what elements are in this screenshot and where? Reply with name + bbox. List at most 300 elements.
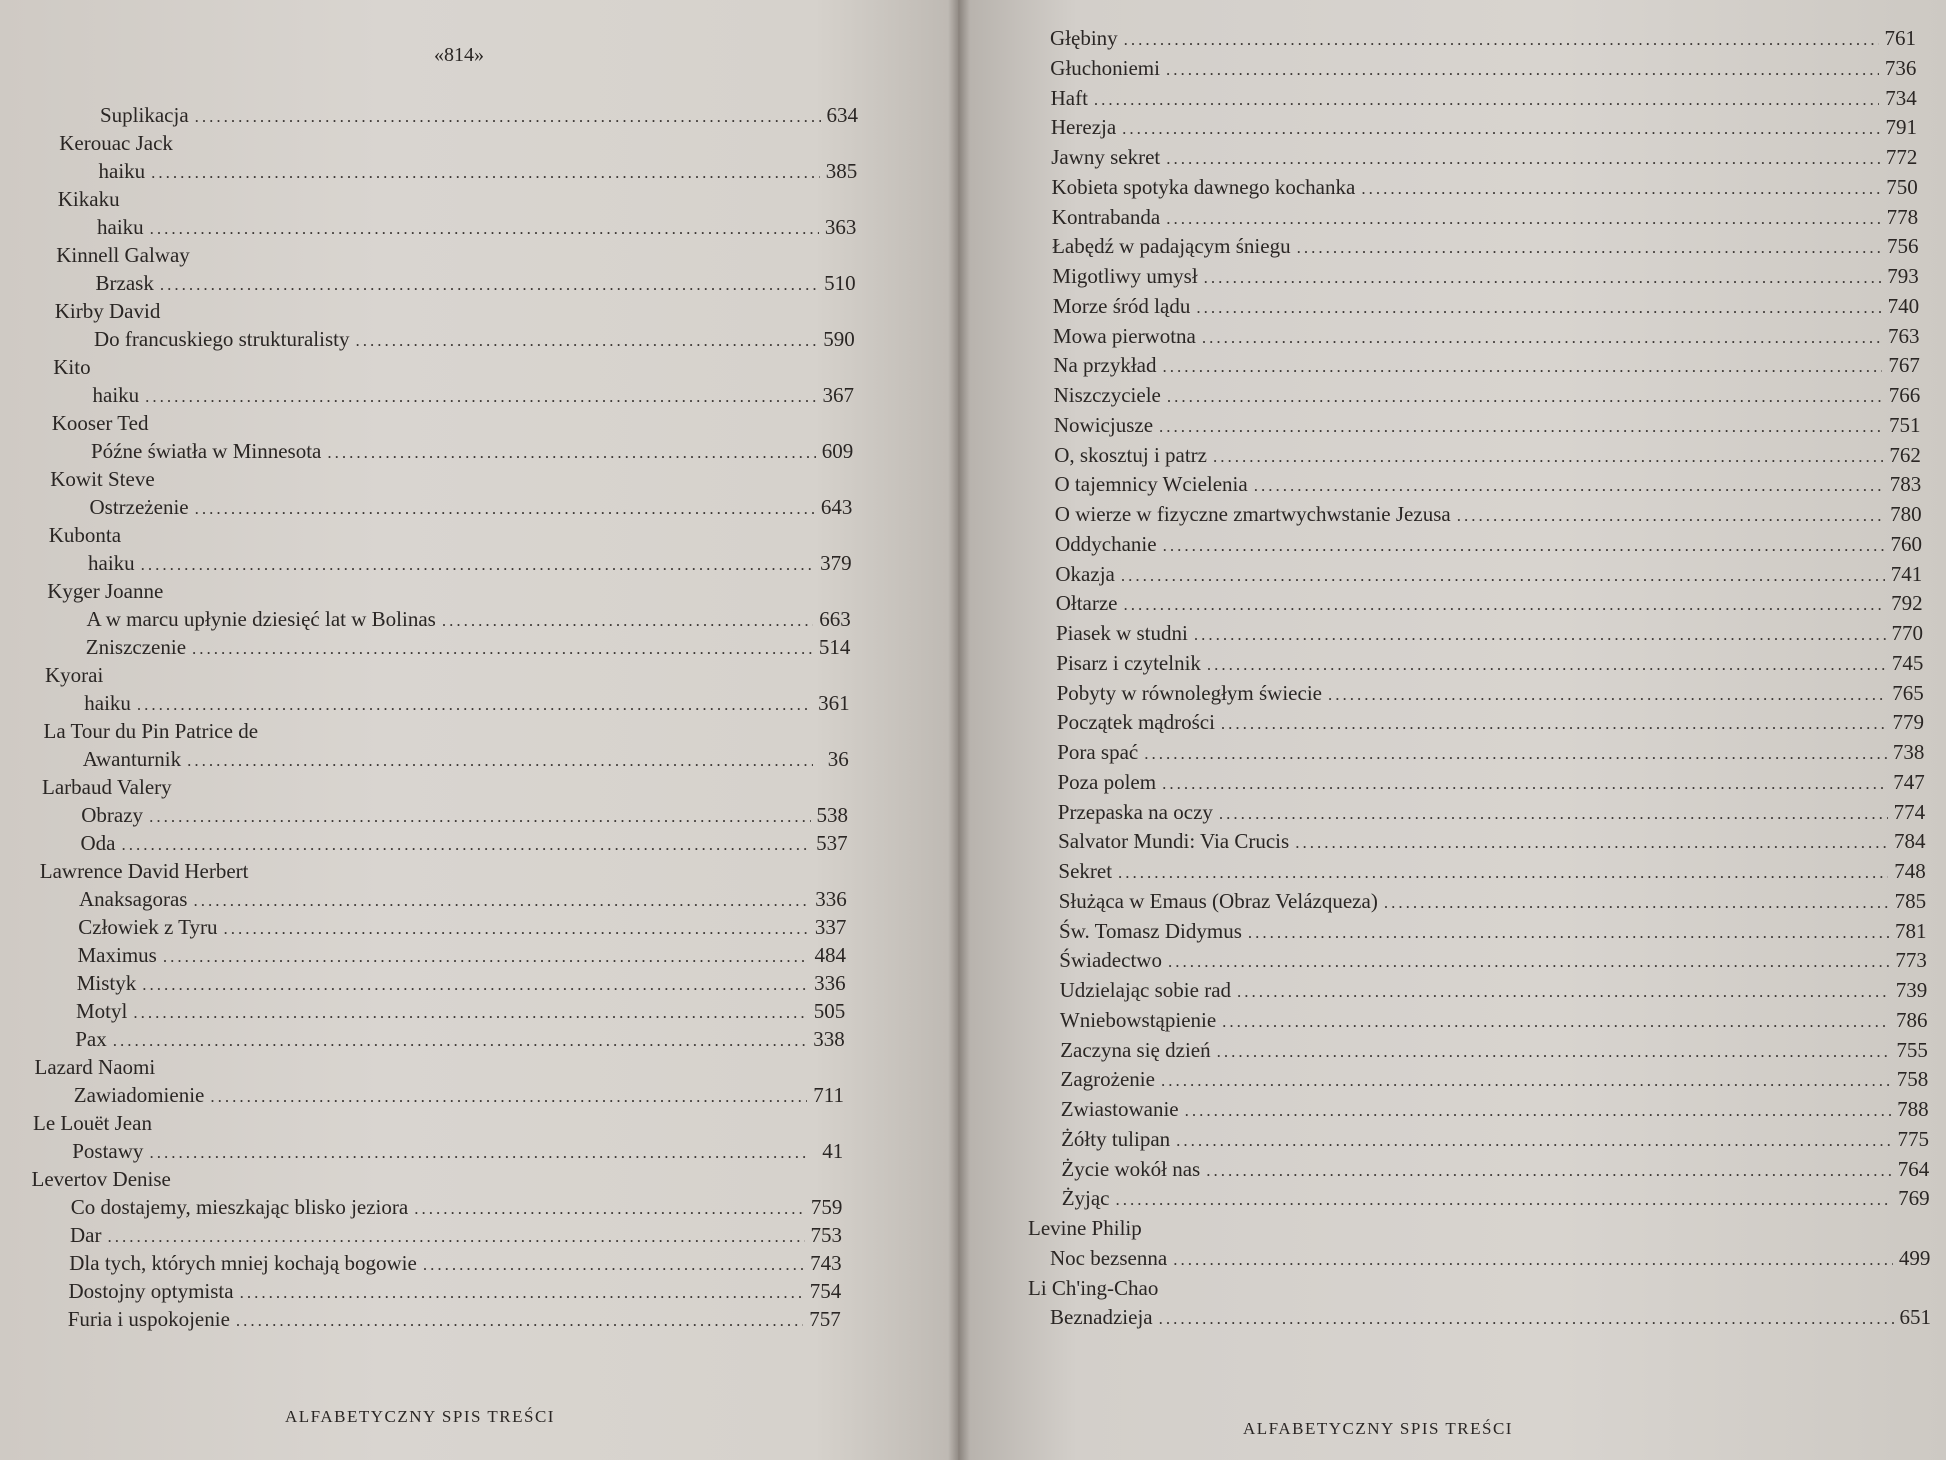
entry-title: Awanturnik xyxy=(82,747,182,771)
entry-title: Dar xyxy=(70,1223,102,1247)
index-entry xyxy=(1051,86,1917,111)
entry-page-number: 643 xyxy=(820,495,853,519)
entry-title: haiku xyxy=(84,691,131,715)
entry-page-number: 785 xyxy=(1894,888,1927,913)
entry-title: Do francuskiego strukturalisty xyxy=(94,327,350,351)
entry-title: Noc bezsenna xyxy=(1050,1245,1168,1270)
entry-title: Ołtarze xyxy=(1055,591,1118,616)
index-entry xyxy=(1056,621,1923,646)
entry-page-number: 760 xyxy=(1890,531,1922,556)
dot-leader xyxy=(1163,536,1885,556)
entry-page-number: 786 xyxy=(1896,1007,1928,1032)
index-entry xyxy=(1054,443,1921,468)
left-index-list xyxy=(0,0,958,1460)
entry-page-number: 747 xyxy=(1893,769,1925,794)
index-author: Kubonta xyxy=(48,523,122,547)
entry-title: Anaksagoras xyxy=(79,887,188,911)
entry-page-number: 739 xyxy=(1895,978,1928,1002)
dot-leader xyxy=(149,1143,807,1163)
index-entry xyxy=(1055,532,1922,557)
dot-leader xyxy=(1124,30,1879,50)
entry-title: Głuchoniemi xyxy=(1050,55,1160,80)
entry-page-number: 538 xyxy=(816,803,848,827)
entry-page-number: 772 xyxy=(1885,145,1918,169)
dot-leader xyxy=(1161,1071,1891,1091)
index-entry xyxy=(1057,710,1924,735)
entry-page-number: 755 xyxy=(1896,1037,1928,1062)
dot-leader xyxy=(163,947,809,967)
entry-page-number: 738 xyxy=(1892,740,1925,764)
dot-leader xyxy=(414,1199,805,1219)
index-entry xyxy=(81,803,848,828)
entry-title: Haft xyxy=(1050,85,1088,110)
dot-leader xyxy=(1196,298,1881,318)
dot-leader xyxy=(151,163,820,183)
entry-title: Pora spać xyxy=(1057,740,1139,764)
entry-page-number: 634 xyxy=(826,103,858,127)
entry-title: Zagrożenie xyxy=(1060,1067,1155,1092)
index-entry xyxy=(100,103,858,128)
dot-leader xyxy=(1166,209,1880,229)
entry-title: Motyl xyxy=(76,999,128,1023)
entry-page-number: 756 xyxy=(1886,234,1919,259)
dot-leader xyxy=(240,1283,804,1303)
entry-page-number: 734 xyxy=(1885,85,1917,110)
index-entry xyxy=(1057,681,1924,706)
entry-title: Poza polem xyxy=(1057,769,1157,794)
index-entry xyxy=(90,495,853,520)
dot-leader xyxy=(187,751,813,771)
dot-leader xyxy=(1217,1042,1891,1062)
entry-title: Co dostajemy, mieszkając blisko jeziora xyxy=(70,1195,409,1219)
index-author: Le Louët Jean xyxy=(33,1111,152,1135)
entry-page-number: 609 xyxy=(821,439,854,463)
index-entry xyxy=(1050,26,1916,51)
index-entry xyxy=(79,887,847,912)
entry-title: Salvator Mundi: Via Crucis xyxy=(1058,829,1290,854)
index-entry xyxy=(1052,234,1918,259)
entry-title: Zniszczenie xyxy=(85,635,187,659)
entry-title: Oda xyxy=(80,831,116,855)
entry-title: Udzielając sobie rad xyxy=(1059,978,1232,1002)
index-author: Larbaud Valery xyxy=(42,775,172,799)
dot-leader xyxy=(1297,238,1881,258)
entry-title: Maximus xyxy=(77,943,157,967)
index-entry xyxy=(1060,1038,1928,1063)
dot-leader xyxy=(1159,417,1883,437)
entry-page-number: 778 xyxy=(1886,204,1919,229)
index-author: Kito xyxy=(53,355,91,379)
entry-title: Żółty tulipan xyxy=(1061,1126,1171,1151)
entry-page-number: 36 xyxy=(827,747,849,771)
index-author: Kooser Ted xyxy=(51,411,149,435)
dot-leader xyxy=(133,1003,807,1023)
entry-title: Przepaska na oczy xyxy=(1057,799,1213,824)
entry-page-number: 783 xyxy=(1889,472,1922,497)
entry-title: Mistyk xyxy=(76,971,137,995)
entry-page-number: 788 xyxy=(1897,1097,1929,1121)
index-entry xyxy=(81,831,848,856)
entry-page-number: 379 xyxy=(820,551,852,575)
index-entry xyxy=(70,1223,842,1248)
entry-page-number: 651 xyxy=(1899,1305,1932,1330)
index-author: Li Ch'ing-Chao xyxy=(1028,1275,1159,1300)
dot-leader xyxy=(224,919,809,939)
entry-page-number: 757 xyxy=(809,1307,841,1331)
index-entry xyxy=(69,1251,841,1276)
index-entry xyxy=(88,551,852,576)
dot-leader xyxy=(355,331,817,351)
dot-leader xyxy=(1204,268,1882,288)
index-entry xyxy=(1059,948,1927,973)
dot-leader xyxy=(1219,804,1888,824)
entry-title: Św. Tomasz Didymus xyxy=(1059,918,1242,943)
dot-leader xyxy=(1361,179,1880,199)
right-index-list xyxy=(958,0,1946,1460)
dot-leader xyxy=(1168,952,1889,972)
entry-page-number: 367 xyxy=(822,383,854,407)
entry-title: Jawny sekret xyxy=(1051,145,1161,169)
dot-leader xyxy=(150,219,819,239)
index-entry xyxy=(1059,889,1926,914)
entry-page-number: 736 xyxy=(1884,55,1917,80)
right-page xyxy=(958,0,1946,1460)
index-entry xyxy=(1055,502,1922,527)
dot-leader xyxy=(1248,923,1889,943)
index-entry xyxy=(1052,205,1918,230)
index-author: Kerouac Jack xyxy=(59,131,173,155)
entry-title: Żyjąc xyxy=(1061,1186,1110,1211)
entry-title: Okazja xyxy=(1055,561,1115,586)
entry-title: Pax xyxy=(75,1027,107,1051)
index-entry xyxy=(1058,829,1925,854)
dot-leader xyxy=(1221,714,1887,734)
dot-leader xyxy=(1185,1101,1892,1121)
entry-title: haiku xyxy=(98,159,146,183)
dot-leader xyxy=(1094,90,1879,110)
entry-title: Suplikacja xyxy=(100,103,189,127)
index-entry xyxy=(1052,264,1918,289)
index-entry xyxy=(1060,978,1928,1003)
entry-title: Kobieta spotyka dawnego kochanka xyxy=(1051,174,1356,199)
dot-leader xyxy=(1207,655,1886,675)
index-entry xyxy=(78,943,847,968)
entry-title: Świadectwo xyxy=(1059,948,1162,973)
index-entry xyxy=(1062,1186,1930,1211)
entry-page-number: 505 xyxy=(813,999,846,1023)
index-entry xyxy=(1058,800,1925,825)
index-entry xyxy=(1051,145,1917,170)
dot-leader xyxy=(195,499,815,519)
dot-leader xyxy=(210,1087,807,1107)
index-entry xyxy=(74,1083,844,1108)
entry-page-number: 748 xyxy=(1894,859,1926,883)
entry-page-number: 770 xyxy=(1891,621,1923,645)
dot-leader xyxy=(149,807,810,827)
dot-leader xyxy=(145,387,816,407)
index-entry xyxy=(91,439,853,464)
entry-title: Migotliwy umysł xyxy=(1052,264,1198,288)
index-author: Levertov Denise xyxy=(31,1167,171,1191)
dot-leader xyxy=(236,1311,803,1331)
entry-page-number: 750 xyxy=(1886,174,1918,199)
entry-page-number: 781 xyxy=(1895,918,1927,943)
index-entry xyxy=(1061,1067,1929,1092)
entry-title: Człowiek z Tyru xyxy=(78,915,218,939)
entry-page-number: 761 xyxy=(1884,26,1916,50)
dot-leader xyxy=(1121,566,1885,586)
book-gutter xyxy=(948,0,970,1460)
entry-page-number: 775 xyxy=(1897,1126,1929,1151)
entry-title: Pisarz i czytelnik xyxy=(1056,650,1201,675)
entry-page-number: 773 xyxy=(1895,948,1927,973)
dot-leader xyxy=(122,835,811,855)
entry-page-number: 743 xyxy=(810,1251,842,1275)
entry-title: Oddychanie xyxy=(1055,531,1157,556)
entry-title: O tajemnicy Wcielenia xyxy=(1054,472,1248,497)
dot-leader xyxy=(1384,893,1889,913)
entry-title: Nowicjusze xyxy=(1053,412,1154,437)
dot-leader xyxy=(137,695,812,715)
index-author: Kikaku xyxy=(57,187,120,211)
entry-title: Sekret xyxy=(1058,859,1113,883)
entry-title: Dostojny optymista xyxy=(68,1279,234,1303)
index-entry xyxy=(1053,324,1920,349)
entry-title: Pobyty w równoległym świecie xyxy=(1056,680,1322,705)
entry-title: O wierze w fizyczne zmartwychwstanie Jezusa xyxy=(1054,502,1451,526)
entry-page-number: 363 xyxy=(824,215,857,239)
entry-title: Postawy xyxy=(72,1139,144,1163)
entry-page-number: 769 xyxy=(1898,1186,1930,1211)
entry-title: Dla tych, których mniej kochają bogowie xyxy=(69,1251,417,1275)
index-author: Kowit Steve xyxy=(50,467,155,491)
dot-leader xyxy=(1237,982,1890,1002)
entry-page-number: 385 xyxy=(825,159,858,183)
index-entry xyxy=(1055,472,1922,497)
entry-page-number: 793 xyxy=(1887,264,1919,288)
entry-title: Życie wokół nas xyxy=(1061,1156,1201,1181)
entry-title: haiku xyxy=(92,383,140,407)
entry-title: Na przykład xyxy=(1053,353,1157,378)
dot-leader xyxy=(1328,685,1886,705)
index-entry xyxy=(1051,115,1917,140)
entry-title: Ostrzeżenie xyxy=(89,495,189,519)
index-entry xyxy=(1053,353,1920,378)
index-entry xyxy=(1054,383,1921,408)
dot-leader xyxy=(193,891,809,911)
entry-page-number: 711 xyxy=(813,1083,844,1107)
entry-page-number: 336 xyxy=(814,971,846,995)
index-entry xyxy=(75,1027,845,1052)
index-entry xyxy=(1052,175,1918,200)
entry-page-number: 361 xyxy=(818,691,850,715)
dot-leader xyxy=(1118,863,1888,883)
index-entry xyxy=(1055,562,1922,587)
index-author: Kyorai xyxy=(45,663,104,687)
entry-title: Beznadzieja xyxy=(1050,1305,1153,1330)
index-entry xyxy=(84,691,849,716)
index-author: Lazard Naomi xyxy=(34,1055,156,1079)
entry-page-number: 766 xyxy=(1888,383,1921,407)
dot-leader xyxy=(142,975,808,995)
index-entry xyxy=(93,383,855,408)
index-author: La Tour du Pin Patrice de xyxy=(43,719,259,743)
index-entry xyxy=(68,1307,841,1332)
entry-title: Obrazy xyxy=(81,803,144,827)
dot-leader xyxy=(107,1227,804,1247)
entry-page-number: 336 xyxy=(815,887,847,911)
entry-page-number: 484 xyxy=(814,943,846,967)
dot-leader xyxy=(1116,1190,1893,1210)
entry-page-number: 754 xyxy=(809,1279,842,1303)
dot-leader xyxy=(442,611,813,631)
dot-leader xyxy=(1163,357,1883,377)
dot-leader xyxy=(327,443,815,463)
index-entry xyxy=(1054,413,1921,438)
entry-title: Zaczyna się dzień xyxy=(1060,1037,1211,1062)
dot-leader xyxy=(1162,774,1887,794)
entry-page-number: 784 xyxy=(1893,829,1926,854)
dot-leader xyxy=(1159,1309,1894,1329)
index-entry xyxy=(1059,919,1927,944)
dot-leader xyxy=(1194,625,1886,645)
dot-leader xyxy=(1167,387,1883,407)
entry-page-number: 514 xyxy=(818,635,851,659)
entry-page-number: 765 xyxy=(1892,680,1924,705)
index-entry xyxy=(94,327,855,352)
entry-page-number: 774 xyxy=(1893,799,1926,824)
entry-title: Początek mądrości xyxy=(1056,710,1215,735)
entry-page-number: 763 xyxy=(1888,323,1920,348)
entry-page-number: 764 xyxy=(1897,1156,1930,1181)
entry-title: haiku xyxy=(88,551,135,575)
page-number: «814» xyxy=(434,44,484,66)
entry-title: Mowa pierwotna xyxy=(1053,323,1196,348)
dot-leader xyxy=(1122,119,1879,139)
entry-page-number: 758 xyxy=(1896,1067,1929,1092)
dot-leader xyxy=(1295,833,1888,853)
index-entry xyxy=(97,215,856,240)
left-page xyxy=(0,0,958,1460)
dot-leader xyxy=(1254,476,1884,496)
index-entry xyxy=(83,747,849,772)
entry-page-number: 780 xyxy=(1890,502,1922,526)
dot-leader xyxy=(1173,1250,1893,1270)
entry-page-number: 751 xyxy=(1889,412,1921,437)
entry-page-number: 767 xyxy=(1888,353,1920,378)
dot-leader xyxy=(1213,447,1883,467)
entry-title: Wniebowstąpienie xyxy=(1059,1007,1217,1032)
dot-leader xyxy=(195,107,821,127)
index-entry xyxy=(1050,56,1916,81)
index-entry xyxy=(1061,1127,1929,1152)
index-entry xyxy=(96,271,856,296)
entry-title: O, skosztuj i patrz xyxy=(1054,442,1207,467)
index-entry xyxy=(76,999,845,1024)
index-entry xyxy=(77,971,846,996)
dot-leader xyxy=(192,639,813,659)
entry-title: A w marcu upłynie dziesięć lat w Bolinas xyxy=(86,607,436,631)
dot-leader xyxy=(1202,328,1882,348)
entry-title: Kontrabanda xyxy=(1051,204,1161,229)
entry-page-number: 499 xyxy=(1898,1245,1931,1270)
entry-title: Morze śród lądu xyxy=(1052,293,1191,318)
dot-leader xyxy=(160,275,818,295)
index-entry xyxy=(1058,859,1925,884)
right-footer: ALFABETYCZNY SPIS TREŚCI xyxy=(1243,1419,1513,1438)
entry-page-number: 753 xyxy=(810,1223,842,1247)
dot-leader xyxy=(113,1031,808,1051)
entry-title: haiku xyxy=(97,215,144,239)
index-author: Kinnell Galway xyxy=(56,243,190,267)
dot-leader xyxy=(1123,595,1885,615)
index-entry xyxy=(72,1139,843,1164)
entry-title: Furia i uspokojenie xyxy=(67,1307,230,1331)
entry-title: Niszczyciele xyxy=(1053,383,1161,407)
index-entry xyxy=(1050,1305,1931,1330)
entry-title: Późne światła w Minnesota xyxy=(91,439,322,463)
entry-page-number: 590 xyxy=(823,327,855,351)
dot-leader xyxy=(141,555,814,575)
entry-page-number: 337 xyxy=(814,915,847,939)
entry-title: Zawiadomienie xyxy=(73,1083,205,1107)
index-entry xyxy=(86,635,851,660)
entry-title: Łabędź w padającym śniegu xyxy=(1052,234,1291,259)
entry-page-number: 745 xyxy=(1891,650,1924,675)
dot-leader xyxy=(1166,149,1880,169)
index-entry xyxy=(78,915,846,940)
entry-page-number: 779 xyxy=(1892,710,1925,735)
index-entry xyxy=(69,1279,842,1304)
entry-page-number: 792 xyxy=(1891,591,1923,616)
index-entry xyxy=(1056,591,1923,616)
index-author: Levine Philip xyxy=(1028,1216,1142,1240)
index-entry xyxy=(1050,1246,1930,1271)
dot-leader xyxy=(1206,1161,1892,1181)
index-entry xyxy=(1061,1097,1929,1122)
index-entry xyxy=(71,1195,843,1220)
index-author: Kyger Joanne xyxy=(47,579,164,603)
index-entry xyxy=(1061,1157,1929,1182)
index-entry xyxy=(99,159,858,184)
entry-page-number: 740 xyxy=(1887,293,1920,318)
index-entry xyxy=(1060,1008,1928,1033)
index-entry xyxy=(1058,770,1925,795)
entry-title: Służąca w Emaus (Obraz Velázqueza) xyxy=(1058,888,1378,913)
entry-title: Brzask xyxy=(95,271,154,295)
dot-leader xyxy=(1176,1131,1891,1151)
entry-page-number: 510 xyxy=(824,271,856,295)
entry-title: Zwiastowanie xyxy=(1060,1097,1179,1121)
entry-page-number: 338 xyxy=(813,1027,845,1051)
index-author: Lawrence David Herbert xyxy=(39,859,249,883)
left-footer: ALFABETYCZNY SPIS TREŚCI xyxy=(285,1407,555,1426)
dot-leader xyxy=(1457,506,1884,526)
index-entry xyxy=(1056,651,1923,676)
index-author: Kirby David xyxy=(54,299,161,323)
entry-page-number: 791 xyxy=(1885,115,1918,140)
entry-page-number: 663 xyxy=(819,607,851,631)
dot-leader xyxy=(1166,60,1879,80)
entry-page-number: 41 xyxy=(822,1139,844,1163)
entry-page-number: 759 xyxy=(810,1195,843,1219)
index-entry xyxy=(1057,740,1924,765)
entry-title: Herezja xyxy=(1050,115,1117,140)
index-entry xyxy=(87,607,851,632)
entry-page-number: 762 xyxy=(1889,442,1921,467)
entry-title: Głębiny xyxy=(1050,26,1118,50)
dot-leader xyxy=(1222,1012,1890,1032)
